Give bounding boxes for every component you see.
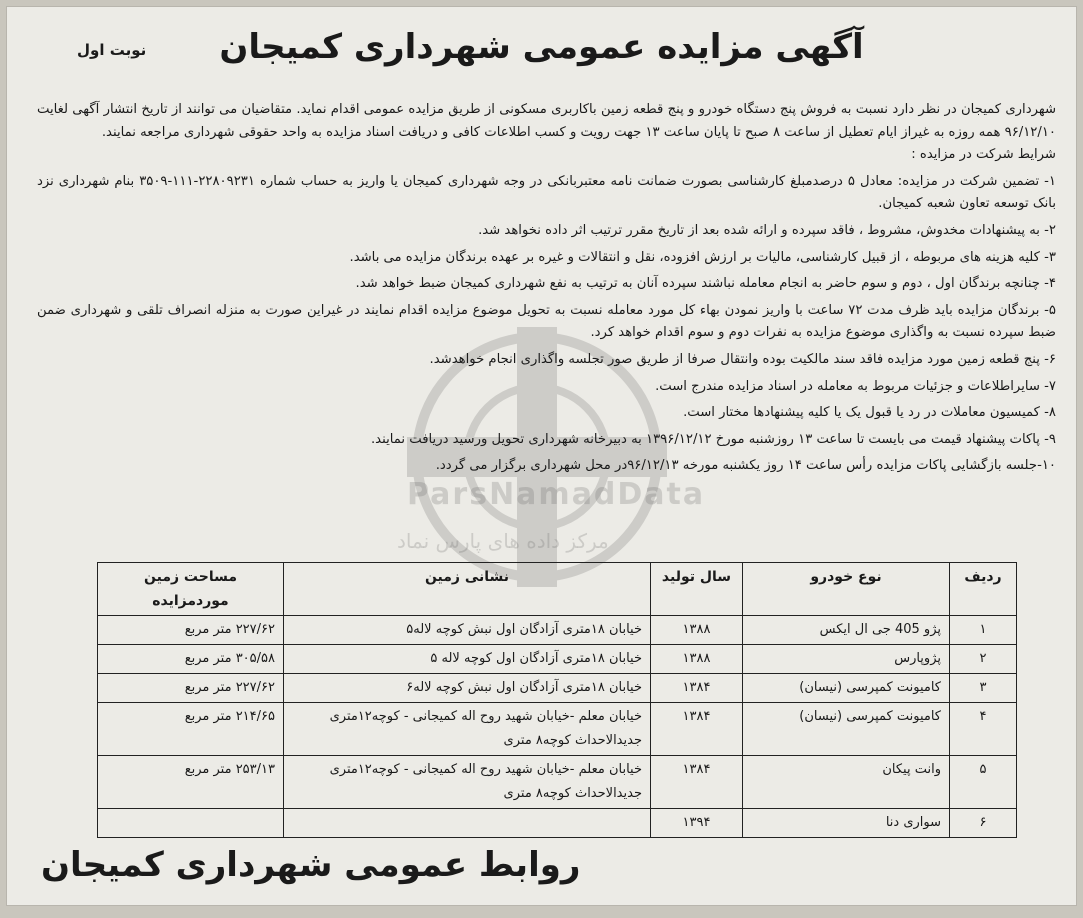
cell-vehicle-type: کامیونت کمپرسی (نیسان): [743, 674, 950, 703]
cell-vehicle-type: پژوپارس: [743, 645, 950, 674]
intro-paragraph: شهرداری کمیجان در نظر دارد نسبت به فروش پنج دستگاه خودرو و پنج قطعه زمین باکاربری مسکونی از طریق مزایده عمومی اقدام نماید. متقاضیان می توانند از تاریخ انتشار آگهی لغایت ۹۶/۱۲/۱۰ همه روزه به غیراز ایام تعطیل از ساعت ۸ صبح تا پایان ساعت ۱۳ جهت رویت و کسب اطلاعات کافی و دریافت اسناد مزایده به واحد حقوقی شهرداری مراجعه نمایند.: [37, 102, 1056, 140]
col-header-vehicle-type: نوع خودرو: [743, 563, 950, 616]
cell-land-area: ۲۲۷/۶۲ متر مربع: [98, 616, 284, 645]
cell-land-address: خیابان معلم -خیابان شهید روح اله کمیجانی - کوچه۱۲متری جدیدالاحداث کوچه۸ متری: [284, 756, 651, 809]
watermark-brand: ParsNamadData: [407, 477, 706, 512]
conditions-heading: شرایط شرکت در مزایده :: [911, 147, 1056, 163]
footer-signature: روابط عمومی شهرداری کمیجان: [41, 845, 581, 885]
cell-row-number: ۱: [950, 616, 1017, 645]
cell-land-address: خیابان ۱۸متری آزادگان اول کوچه لاله ۵: [284, 645, 651, 674]
cell-production-year: ۱۳۸۸: [651, 616, 743, 645]
cell-land-area: ۳۰۵/۵۸ متر مربع: [98, 645, 284, 674]
notice-page: [6, 6, 1077, 906]
condition-item: ۷- سایراطلاعات و جزئیات مربوط به معامله در اسناد مزایده مندرج است.: [655, 378, 1056, 394]
cell-vehicle-type: کامیونت کمپرسی (نیسان): [743, 703, 950, 756]
cell-row-number: ۲: [950, 645, 1017, 674]
page-title: آگهی مزایده عمومی شهرداری کمیجان: [219, 27, 864, 67]
cell-production-year: ۱۳۸۴: [651, 756, 743, 809]
cell-row-number: ۶: [950, 809, 1017, 838]
auction-items-table: [97, 562, 1017, 838]
condition-item: ۶- پنج قطعه زمین مورد مزایده فاقد سند مالکیت بوده وانتقال صرفا از طریق صور تجلسه واگذاری انجام خواهدشد.: [429, 351, 1056, 367]
cell-land-address: خیابان ۱۸متری آزادگان اول نبش کوچه لاله۵: [284, 616, 651, 645]
condition-item: ۹- پاکات پیشنهاد قیمت می بایست تا ساعت ۱۳ روزشنبه مورخ ۱۳۹۶/۱۲/۱۲ به دبیرخانه شهرداری تحویل ورسید دریافت نمایند.: [370, 431, 1056, 447]
condition-item: ۱۰-جلسه بازگشایی پاکات مزایده رأس ساعت ۱۴ روز یکشنبه مورخه ۹۶/۱۲/۱۳در محل شهرداری برگزار می گردد.: [435, 458, 1056, 474]
condition-item: ۸- کمیسیون معاملات در رد یا قبول یک یا کلیه پیشنهادها مختار است.: [683, 405, 1056, 421]
cell-land-area: [98, 809, 284, 838]
cell-vehicle-type: وانت پیکان: [743, 756, 950, 809]
col-header-land-address: نشانی زمین: [284, 563, 651, 616]
cell-land-area: ۲۲۷/۶۲ متر مربع: [98, 674, 284, 703]
table-row: [98, 809, 1017, 838]
cell-production-year: ۱۳۸۸: [651, 645, 743, 674]
table-row: [98, 674, 1017, 703]
table-header-row: [98, 563, 1017, 616]
cell-production-year: ۱۳۹۴: [651, 809, 743, 838]
condition-item: ۴- چنانچه برندگان اول ، دوم و سوم حاضر به انجام معامله نباشند سپرده آنان به ترتیب به نفع شهرداری کمیجان ضبط خواهد شد.: [355, 276, 1056, 292]
cell-land-address: خیابان ۱۸متری آزادگان اول نبش کوچه لاله۶: [284, 674, 651, 703]
table-row: [98, 645, 1017, 674]
col-header-production-year: سال تولید: [651, 563, 743, 616]
condition-item: ۲- به پیشنهادات مخدوش، مشروط ، فاقد سپرده و ارائه شده بعد از تاریخ مقرر ترتیب اثر داده نخواهد شد.: [478, 222, 1056, 238]
notice-body: [37, 99, 1056, 478]
cell-land-address: خیابان معلم -خیابان شهید روح اله کمیجانی - کوچه۱۲متری جدیدالاحداث کوچه۸ متری: [284, 703, 651, 756]
table-row: [98, 703, 1017, 756]
cell-production-year: ۱۳۸۴: [651, 674, 743, 703]
table-row: [98, 616, 1017, 645]
cell-vehicle-type: پژو 405 جی ال ایکس: [743, 616, 950, 645]
condition-item: ۳- کلیه هزینه های مربوطه ، از قبیل کارشناسی، مالیات بر ارزش افزوده، نقل و انتقالات و غیره بر عهده برندگان مزایده می باشد.: [349, 249, 1056, 265]
cell-land-address: [284, 809, 651, 838]
cell-land-area: ۲۱۴/۶۵ متر مربع: [98, 703, 284, 756]
cell-land-area: ۲۵۳/۱۳ متر مربع: [98, 756, 284, 809]
insertion-badge: نوبت اول: [77, 41, 147, 59]
cell-row-number: ۴: [950, 703, 1017, 756]
watermark-line: مرکز داده های پارس نماد: [397, 529, 609, 553]
cell-production-year: ۱۳۸۴: [651, 703, 743, 756]
cell-vehicle-type: سواری دنا: [743, 809, 950, 838]
cell-row-number: ۵: [950, 756, 1017, 809]
condition-item: ۵- برندگان مزایده باید ظرف مدت ۷۲ ساعت با واریز نمودن بهاء کل مورد معامله نسبت به تحویل موضوع مزایده اقدام نمایند در غیراین صورت به منزله انصراف تلقی و شهرداری ضمن ضبط سپرده نسبت به واگذاری موضوع مزایده به نفرات دوم و سوم اقدام خواهد کرد.: [37, 302, 1057, 341]
col-header-row-number: ردیف: [950, 563, 1017, 616]
cell-row-number: ۳: [950, 674, 1017, 703]
condition-item: ۱- تضمین شرکت در مزایده: معادل ۵ درصدمبلغ کارشناسی بصورت ضمانت نامه معتبربانکی در وجه شهرداری کمیجان یا واریز به حساب شماره ۲۲۸۰۹۲۳۱-۱۱۱-۳۵۰۹ بنام شهرداری نزد بانک توسعه تعاون شعبه کمیجان.: [37, 173, 1057, 212]
col-header-land-area: مساحت زمین موردمزایده: [98, 563, 284, 616]
table-row: [98, 756, 1017, 809]
